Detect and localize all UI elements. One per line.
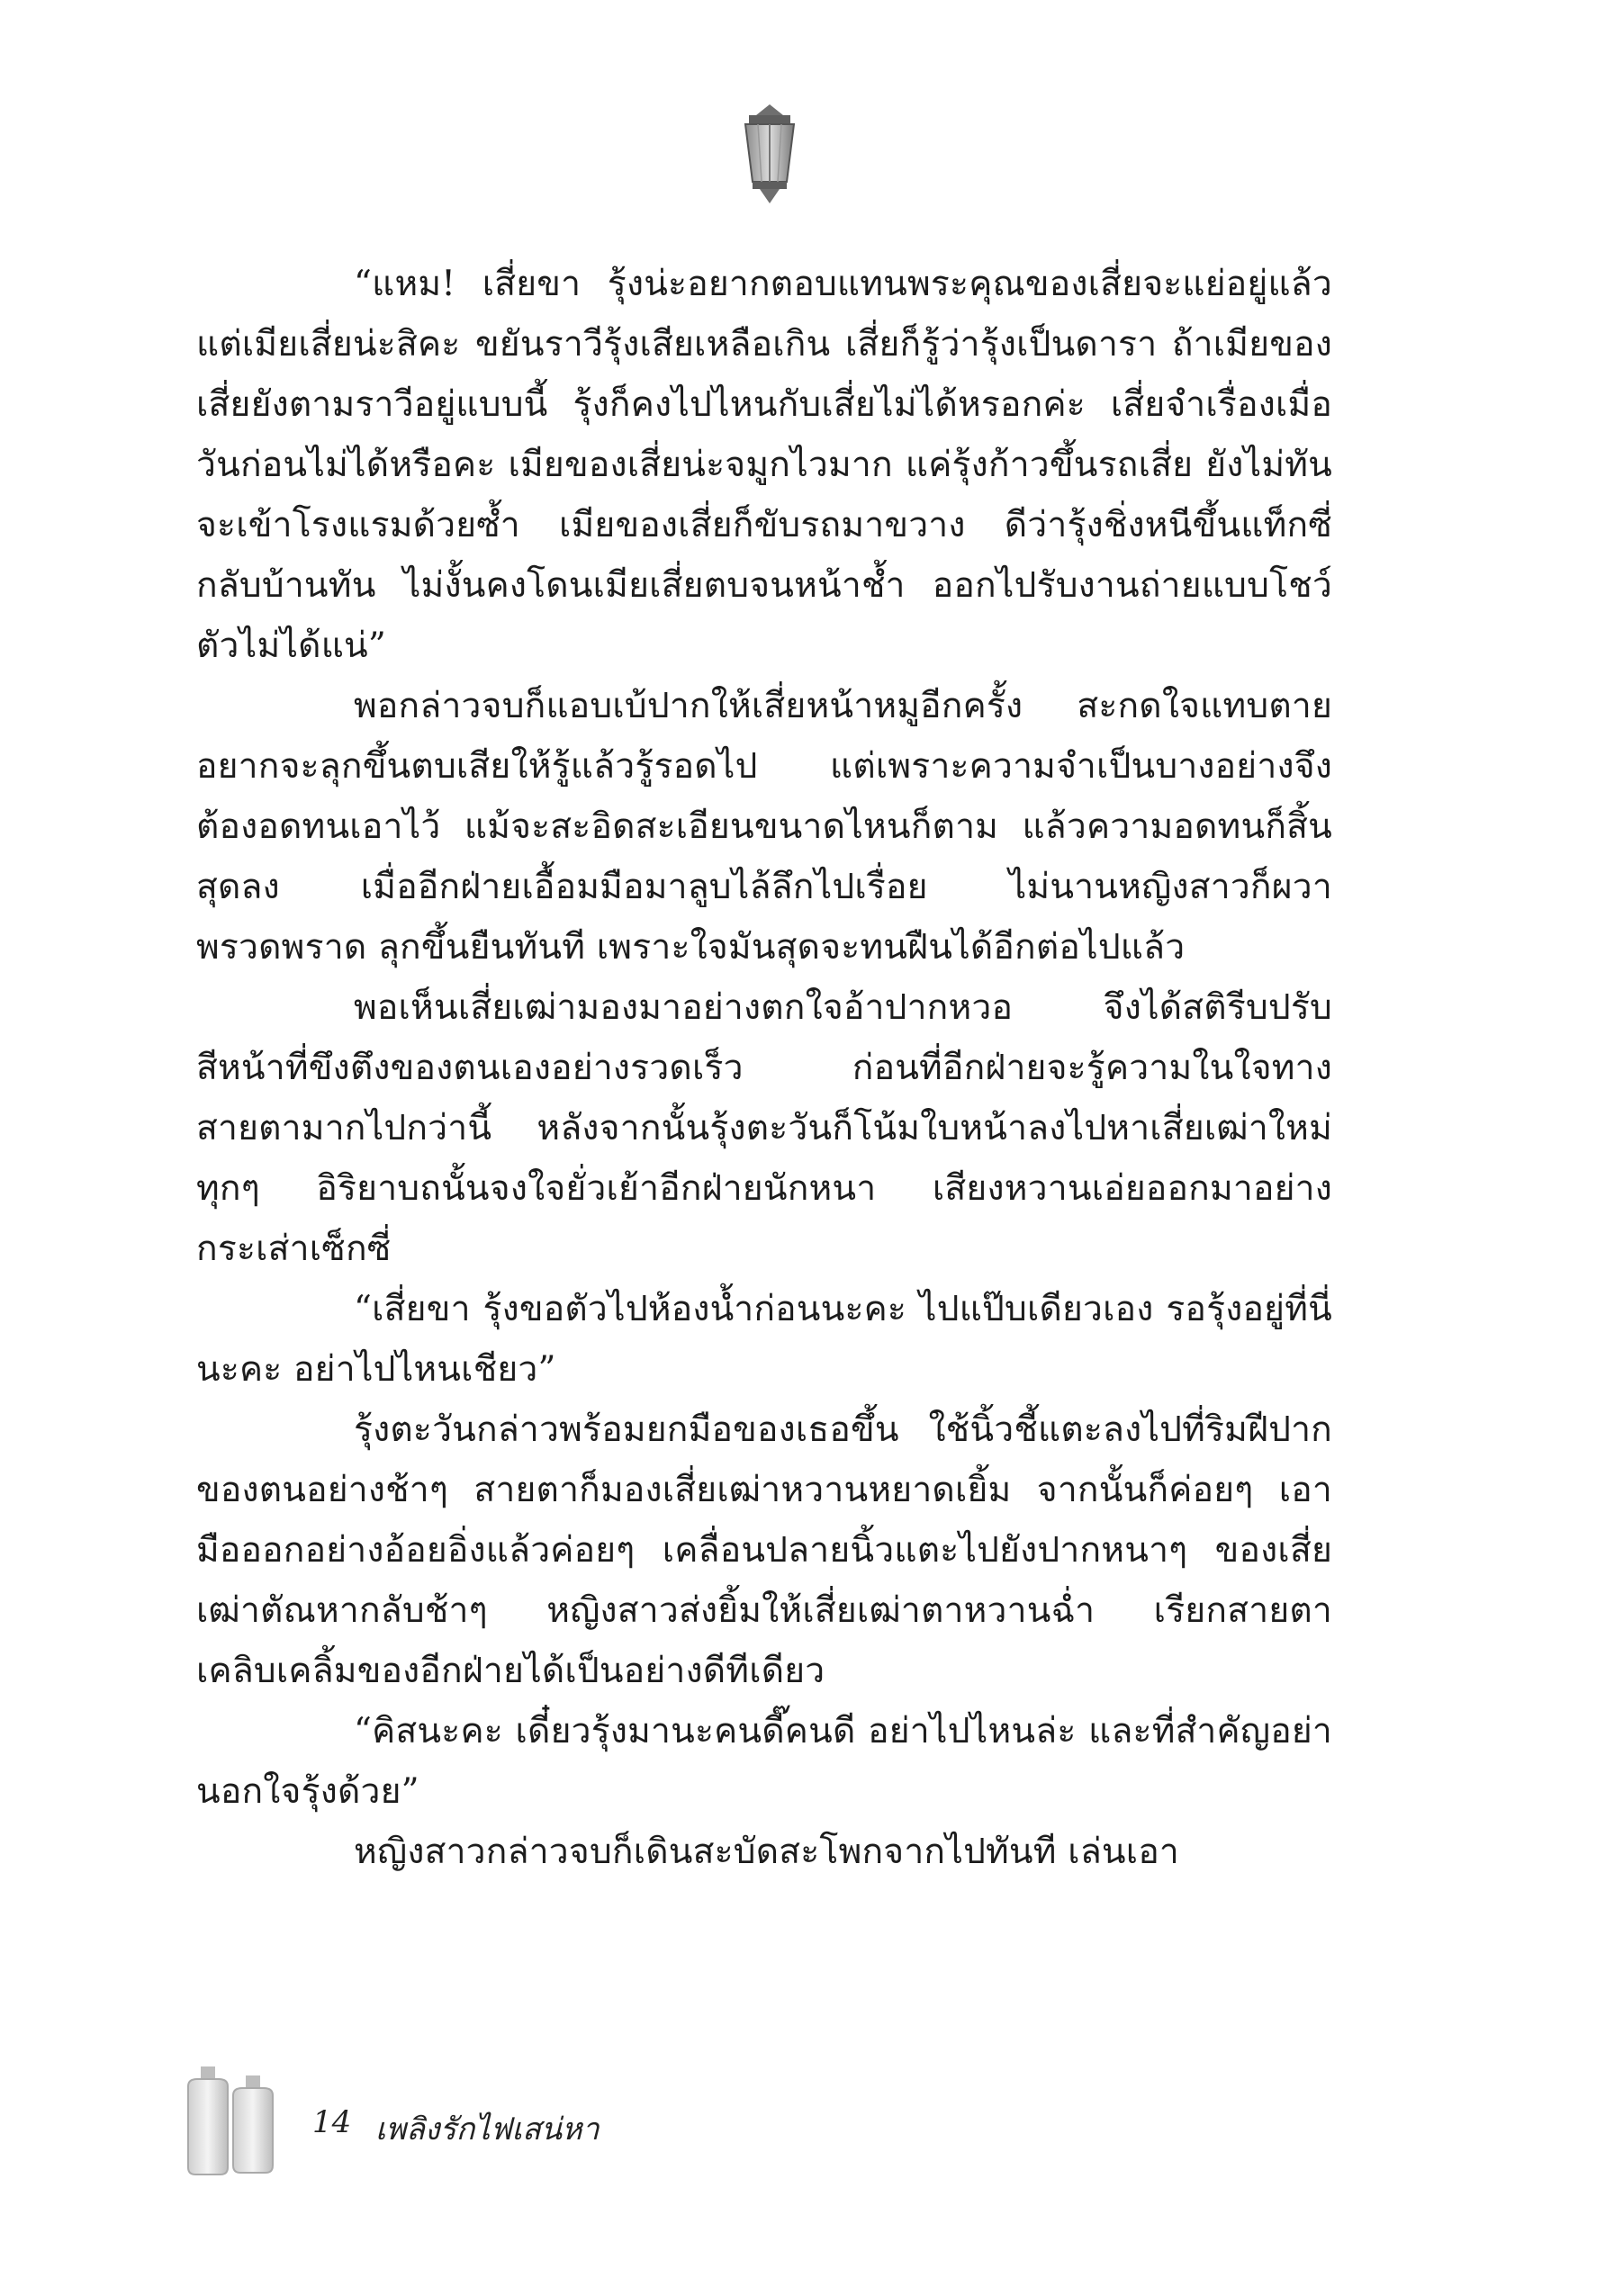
lantern-ornament-icon <box>729 99 810 207</box>
page-number: 14 <box>312 2104 352 2140</box>
paragraph: หญิงสาวกล่าวจบก็เดินสะบัดสะโพกจากไปทันที เล่นเอา <box>354 1832 1180 1872</box>
paragraph: พอเห็นเสี่ยเฒ่ามองมาอย่างตกใจอ้าปากหวอ จึงได้สติรีบปรับสีหน้าที่ขึงตึงของตนเองอย่างรวดเร็ว ก่อนที่อีกฝ่ายจะรู้ความในใจทางสายตามากไปกว่านี้ หลังจากนั้นรุ้งตะวันก็โน้มใบหน้าลงไปหาเสี่ยเฒ่าใหม่ ทุกๆ อิริยาบถนั้นจงใจยั่วเย้าอีกฝ่ายนักหนา เสียงหวานเอ่ยออกมาอย่างกระเส่าเซ็กซี่ <box>196 987 1332 1269</box>
paragraph: พอกล่าวจบก็แอบเบ้ปากให้เสี่ยหน้าหมูอีกครั้ง สะกดใจแทบตาย อยากจะลุกขึ้นตบเสียให้รู้แล้วรู้รอดไป แต่เพราะความจำเป็นบางอย่างจึงต้องอดทนเอาไว้ แม้จะสะอิดสะเอียนขนาดไหนก็ตาม แล้วความอดทนก็สิ้นสุดลง เมื่ออีกฝ่ายเอื้อมมือมาลูบไล้ลึกไปเรื่อย ไม่นานหญิงสาวก็ผวาพรวดพราด ลุกขึ้นยืนทันที เพราะใจมันสุดจะทนฝืนได้อีกต่อไปแล้ว <box>196 686 1332 968</box>
paragraph: “คิสนะคะ เดี๋ยวรุ้งมานะคนดี๊คนดี อย่าไปไหนล่ะ และที่สำคัญอย่านอกใจรุ้งด้วย” <box>196 1711 1332 1812</box>
perfume-bottles-icon <box>176 2061 293 2178</box>
paragraph: “เสี่ยขา รุ้งขอตัวไปห้องน้ำก่อนนะคะ ไปแป๊บเดียวเอง รอรุ้งอยู่ที่นี่นะคะ อย่าไปไหนเชียว” <box>196 1289 1332 1390</box>
paragraph: “แหม! เสี่ยขา รุ้งน่ะอยากตอบแทนพระคุณของเสี่ยจะแย่อยู่แล้ว แต่เมียเสี่ยน่ะสิคะ ขยันราวีรุ้งเสียเหลือเกิน เสี่ยก็รู้ว่ารุ้งเป็นดารา ถ้าเมียของเสี่ยยังตามราวีอยู่แบบนี้ รุ้งก็คงไปไหนกับเสี่ยไม่ได้หรอกค่ะ เสี่ยจำเรื่องเมื่อวันก่อนไม่ได้หรือคะ เมียของเสี่ยน่ะจมูกไวมาก แค่รุ้งก้าวขึ้นรถเสี่ย ยังไม่ทันจะเข้าโรงแรมด้วยซ้ำ เมียของเสี่ยก็ขับรถมาขวาง ดีว่ารุ้งชิ่งหนีขึ้นแท็กซี่กลับบ้านทัน ไม่งั้นคงโดนเมียเสี่ยตบจนหน้าช้ำ ออกไปรับงานถ่ายแบบโชว์ตัวไม่ได้แน่” <box>196 264 1332 666</box>
story-body <box>196 254 1332 2099</box>
paragraph: รุ้งตะวันกล่าวพร้อมยกมือของเธอขึ้น ใช้นิ้วชี้แตะลงไปที่ริมฝีปากของตนอย่างช้าๆ สายตาก็มองเสี่ยเฒ่าหวานหยาดเยิ้ม จากนั้นก็ค่อยๆ เอามือออกอย่างอ้อยอิ่งแล้วค่อยๆ เคลื่อนปลายนิ้วแตะไปยังปากหนาๆ ของเสี่ยเฒ่าตัณหากลับช้าๆ หญิงสาวส่งยิ้มให้เสี่ยเฒ่าตาหวานฉ่ำ เรียกสายตาเคลิบเคลิ้มของอีกฝ่ายได้เป็นอย่างดีทีเดียว <box>196 1409 1332 1691</box>
book-title: เพลิงรักไฟเสน่หา <box>375 2111 600 2147</box>
page-footer <box>176 2061 806 2178</box>
